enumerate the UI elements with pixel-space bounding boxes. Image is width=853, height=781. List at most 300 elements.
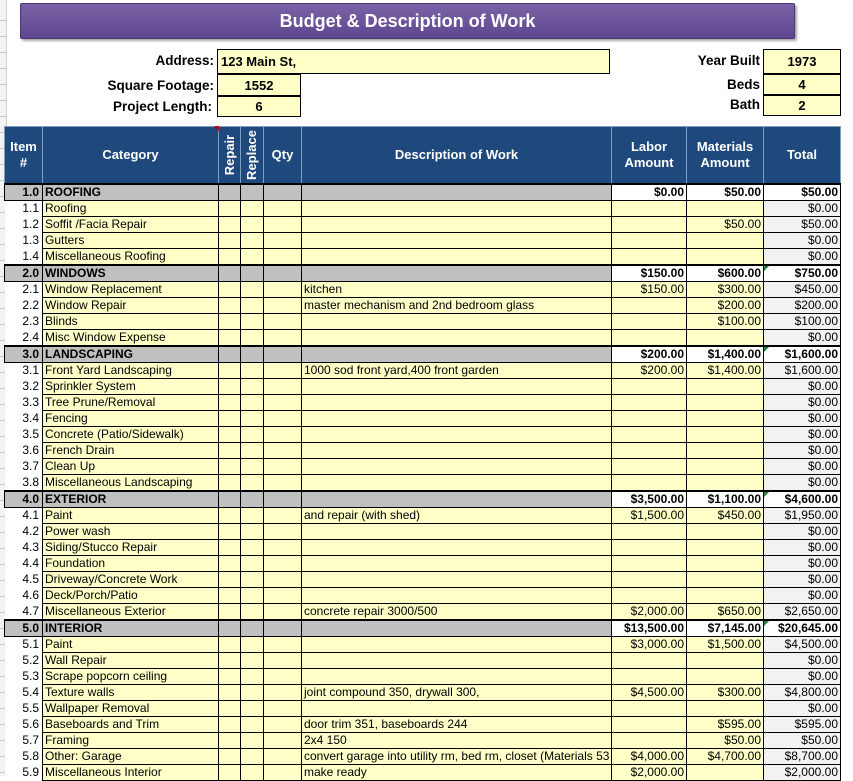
description-cell[interactable] — [302, 556, 612, 572]
labor-amount-cell[interactable]: $200.00 — [612, 346, 687, 363]
replace-cell[interactable] — [241, 637, 264, 653]
repair-cell[interactable] — [219, 443, 241, 459]
replace-cell[interactable] — [241, 733, 264, 749]
repair-cell[interactable] — [219, 491, 241, 508]
qty-cell[interactable] — [264, 765, 302, 781]
description-cell[interactable] — [302, 459, 612, 475]
category-cell[interactable]: LANDSCAPING — [43, 346, 219, 363]
description-cell[interactable]: concrete repair 3000/500 — [302, 604, 612, 621]
repair-cell[interactable] — [219, 637, 241, 653]
item-number-cell: 5.2 — [5, 653, 43, 669]
total-cell: $0.00 — [764, 475, 841, 492]
table-row — [5, 572, 841, 588]
qty-cell[interactable] — [264, 508, 302, 524]
description-cell[interactable] — [302, 411, 612, 427]
materials-amount-cell[interactable]: $1,500.00 — [687, 637, 764, 653]
header-qty: Qty — [264, 127, 302, 185]
repair-cell[interactable] — [219, 685, 241, 701]
category-cell[interactable]: Power wash — [43, 524, 219, 540]
description-cell[interactable] — [302, 620, 612, 637]
replace-cell[interactable] — [241, 604, 264, 621]
qty-cell[interactable] — [264, 540, 302, 556]
description-cell[interactable] — [302, 701, 612, 717]
qty-cell[interactable] — [264, 427, 302, 443]
labor-amount-cell[interactable] — [612, 443, 687, 459]
total-cell: $20,645.00 — [764, 620, 841, 637]
beds-field[interactable]: 4 — [763, 74, 841, 95]
repair-cell[interactable] — [219, 233, 241, 249]
repair-cell[interactable] — [219, 733, 241, 749]
qty-cell[interactable] — [264, 475, 302, 492]
category-cell[interactable]: Window Replacement — [43, 282, 219, 298]
repair-cell[interactable] — [219, 346, 241, 363]
category-cell[interactable]: Sprinkler System — [43, 379, 219, 395]
materials-amount-cell[interactable] — [687, 653, 764, 669]
description-cell[interactable] — [302, 395, 612, 411]
labor-amount-cell[interactable] — [612, 717, 687, 733]
materials-amount-cell[interactable]: $100.00 — [687, 314, 764, 330]
repair-cell[interactable] — [219, 508, 241, 524]
materials-amount-cell[interactable]: $50.00 — [687, 733, 764, 749]
materials-amount-cell[interactable] — [687, 395, 764, 411]
materials-amount-cell[interactable]: $595.00 — [687, 717, 764, 733]
repair-cell[interactable] — [219, 379, 241, 395]
labor-amount-cell[interactable] — [612, 314, 687, 330]
replace-cell[interactable] — [241, 588, 264, 604]
replace-cell[interactable] — [241, 491, 264, 508]
description-cell[interactable] — [302, 346, 612, 363]
replace-cell[interactable] — [241, 524, 264, 540]
replace-cell[interactable] — [241, 427, 264, 443]
item-number-cell: 3.2 — [5, 379, 43, 395]
item-number-cell: 2.2 — [5, 298, 43, 314]
category-cell[interactable]: Miscellaneous Interior — [43, 765, 219, 781]
description-cell[interactable]: convert garage into utility rm, bed rm, closet (Materials 53 — [302, 749, 612, 765]
header-total: Total — [764, 127, 841, 185]
repair-cell[interactable] — [219, 765, 241, 781]
category-cell[interactable]: Concrete (Patio/Sidewalk) — [43, 427, 219, 443]
total-cell: $1,950.00 — [764, 508, 841, 524]
replace-cell[interactable] — [241, 685, 264, 701]
replace-cell[interactable] — [241, 379, 264, 395]
category-cell[interactable]: WINDOWS — [43, 265, 219, 282]
description-cell[interactable] — [302, 669, 612, 685]
repair-cell[interactable] — [219, 363, 241, 379]
description-cell[interactable] — [302, 475, 612, 492]
category-cell[interactable]: Wall Repair — [43, 653, 219, 669]
qty-cell[interactable] — [264, 443, 302, 459]
replace-cell[interactable] — [241, 459, 264, 475]
qty-cell[interactable] — [264, 653, 302, 669]
repair-cell[interactable] — [219, 459, 241, 475]
materials-amount-cell[interactable] — [687, 572, 764, 588]
repair-cell[interactable] — [219, 620, 241, 637]
labor-amount-cell[interactable] — [612, 459, 687, 475]
item-number-cell: 5.8 — [5, 749, 43, 765]
qty-cell[interactable] — [264, 298, 302, 314]
table-row — [5, 717, 841, 733]
repair-cell[interactable] — [219, 701, 241, 717]
category-cell[interactable]: Front Yard Landscaping — [43, 363, 219, 379]
repair-cell[interactable] — [219, 427, 241, 443]
labor-amount-cell[interactable] — [612, 217, 687, 233]
qty-cell[interactable] — [264, 637, 302, 653]
qty-cell[interactable] — [264, 588, 302, 604]
materials-amount-cell[interactable]: $7,145.00 — [687, 620, 764, 637]
replace-cell[interactable] — [241, 363, 264, 379]
qty-cell[interactable] — [264, 379, 302, 395]
qty-cell[interactable] — [264, 749, 302, 765]
description-cell[interactable]: door trim 351, baseboards 244 — [302, 717, 612, 733]
category-cell[interactable]: Paint — [43, 508, 219, 524]
description-cell[interactable]: kitchen — [302, 282, 612, 298]
labor-amount-cell[interactable] — [612, 201, 687, 217]
category-cell[interactable]: Miscellaneous Landscaping — [43, 475, 219, 492]
materials-amount-cell[interactable]: $1,100.00 — [687, 491, 764, 508]
replace-cell[interactable] — [241, 298, 264, 314]
category-cell[interactable]: Baseboards and Trim — [43, 717, 219, 733]
description-cell[interactable] — [302, 201, 612, 217]
repair-cell[interactable] — [219, 588, 241, 604]
category-cell[interactable]: Other: Garage — [43, 749, 219, 765]
description-cell[interactable]: 1000 sod front yard,400 front garden — [302, 363, 612, 379]
labor-amount-cell[interactable]: $4,000.00 — [612, 749, 687, 765]
qty-cell[interactable] — [264, 524, 302, 540]
item-number-cell: 1.1 — [5, 201, 43, 217]
category-cell[interactable]: Soffit /Facia Repair — [43, 217, 219, 233]
materials-amount-cell[interactable]: $1,400.00 — [687, 346, 764, 363]
replace-cell[interactable] — [241, 765, 264, 781]
materials-amount-cell[interactable] — [687, 233, 764, 249]
qty-cell[interactable] — [264, 395, 302, 411]
labor-amount-cell[interactable] — [612, 249, 687, 266]
square-footage-field[interactable]: 1552 — [217, 74, 301, 96]
formula-indicator — [764, 266, 769, 271]
category-cell[interactable]: ROOFING — [43, 184, 219, 201]
replace-cell[interactable] — [241, 330, 264, 347]
replace-cell[interactable] — [241, 653, 264, 669]
repair-cell[interactable] — [219, 298, 241, 314]
item-number-cell: 5.4 — [5, 685, 43, 701]
repair-cell[interactable] — [219, 717, 241, 733]
year-built-field[interactable]: 1973 — [763, 49, 841, 74]
replace-cell[interactable] — [241, 572, 264, 588]
replace-cell[interactable] — [241, 669, 264, 685]
item-number-cell: 4.0 — [5, 491, 43, 508]
repair-cell[interactable] — [219, 411, 241, 427]
qty-cell[interactable] — [264, 363, 302, 379]
replace-cell[interactable] — [241, 314, 264, 330]
repair-cell[interactable] — [219, 314, 241, 330]
section-row — [5, 491, 841, 508]
repair-cell[interactable] — [219, 249, 241, 266]
replace-cell[interactable] — [241, 556, 264, 572]
qty-cell[interactable] — [264, 265, 302, 282]
qty-cell[interactable] — [264, 620, 302, 637]
replace-cell[interactable] — [241, 540, 264, 556]
qty-cell[interactable] — [264, 201, 302, 217]
repair-cell[interactable] — [219, 265, 241, 282]
qty-cell[interactable] — [264, 572, 302, 588]
qty-cell[interactable] — [264, 669, 302, 685]
materials-amount-cell[interactable] — [687, 540, 764, 556]
table-row — [5, 701, 841, 717]
category-cell[interactable]: French Drain — [43, 443, 219, 459]
labor-amount-cell[interactable] — [612, 379, 687, 395]
labor-amount-cell[interactable] — [612, 669, 687, 685]
labor-amount-cell[interactable] — [612, 395, 687, 411]
description-cell[interactable] — [302, 588, 612, 604]
header-item-number: Item # — [5, 127, 43, 185]
labor-amount-cell[interactable] — [612, 588, 687, 604]
category-cell[interactable]: Scrape popcorn ceiling — [43, 669, 219, 685]
labor-amount-cell[interactable] — [612, 556, 687, 572]
qty-cell[interactable] — [264, 330, 302, 347]
qty-cell[interactable] — [264, 217, 302, 233]
section-row — [5, 184, 841, 201]
qty-cell[interactable] — [264, 717, 302, 733]
gutter-tick — [0, 20, 6, 21]
category-cell[interactable]: Miscellaneous Roofing — [43, 249, 219, 266]
category-cell[interactable]: Clean Up — [43, 459, 219, 475]
materials-amount-cell[interactable] — [687, 588, 764, 604]
materials-amount-cell[interactable] — [687, 427, 764, 443]
materials-amount-cell[interactable]: $600.00 — [687, 265, 764, 282]
materials-amount-cell[interactable] — [687, 475, 764, 492]
replace-cell[interactable] — [241, 282, 264, 298]
category-cell[interactable]: Blinds — [43, 314, 219, 330]
labor-amount-cell[interactable]: $3,000.00 — [612, 637, 687, 653]
qty-cell[interactable] — [264, 604, 302, 621]
labor-amount-cell[interactable] — [612, 733, 687, 749]
repair-cell[interactable] — [219, 540, 241, 556]
qty-cell[interactable] — [264, 411, 302, 427]
repair-cell[interactable] — [219, 604, 241, 621]
qty-cell[interactable] — [264, 733, 302, 749]
category-cell[interactable]: Driveway/Concrete Work — [43, 572, 219, 588]
replace-cell[interactable] — [241, 249, 264, 266]
qty-cell[interactable] — [264, 346, 302, 363]
description-cell[interactable] — [302, 491, 612, 508]
materials-amount-cell[interactable]: $650.00 — [687, 604, 764, 621]
total-cell: $0.00 — [764, 379, 841, 395]
materials-amount-cell[interactable] — [687, 330, 764, 347]
labor-amount-cell[interactable] — [612, 298, 687, 314]
project-length-field[interactable]: 6 — [217, 96, 301, 117]
category-cell[interactable]: Gutters — [43, 233, 219, 249]
materials-amount-cell[interactable] — [687, 379, 764, 395]
repair-cell[interactable] — [219, 330, 241, 347]
item-number-cell: 2.3 — [5, 314, 43, 330]
materials-amount-cell[interactable] — [687, 765, 764, 781]
qty-cell[interactable] — [264, 685, 302, 701]
repair-cell[interactable] — [219, 475, 241, 492]
category-cell[interactable]: Window Repair — [43, 298, 219, 314]
labor-amount-cell[interactable] — [612, 475, 687, 492]
labor-amount-cell[interactable]: $2,000.00 — [612, 604, 687, 621]
qty-cell[interactable] — [264, 233, 302, 249]
replace-cell[interactable] — [241, 443, 264, 459]
labor-amount-cell[interactable]: $200.00 — [612, 363, 687, 379]
repair-cell[interactable] — [219, 524, 241, 540]
category-cell[interactable]: Miscellaneous Exterior — [43, 604, 219, 621]
repair-cell[interactable] — [219, 217, 241, 233]
description-cell[interactable] — [302, 184, 612, 201]
replace-cell[interactable] — [241, 217, 264, 233]
replace-cell[interactable] — [241, 717, 264, 733]
category-cell[interactable]: Wallpaper Removal — [43, 701, 219, 717]
replace-cell[interactable] — [241, 701, 264, 717]
materials-amount-cell[interactable] — [687, 201, 764, 217]
description-cell[interactable]: make ready — [302, 765, 612, 781]
qty-cell[interactable] — [264, 184, 302, 201]
labor-amount-cell[interactable] — [612, 524, 687, 540]
description-cell[interactable]: and repair (with shed) — [302, 508, 612, 524]
category-cell[interactable]: Framing — [43, 733, 219, 749]
repair-cell[interactable] — [219, 653, 241, 669]
qty-cell[interactable] — [264, 556, 302, 572]
repair-cell[interactable] — [219, 669, 241, 685]
item-number-cell: 1.3 — [5, 233, 43, 249]
labor-amount-cell[interactable]: $1,500.00 — [612, 508, 687, 524]
category-cell[interactable]: Tree Prune/Removal — [43, 395, 219, 411]
replace-cell[interactable] — [241, 233, 264, 249]
repair-cell[interactable] — [219, 282, 241, 298]
repair-cell[interactable] — [219, 572, 241, 588]
materials-amount-cell[interactable] — [687, 249, 764, 266]
materials-amount-cell[interactable]: $200.00 — [687, 298, 764, 314]
header-replace — [241, 127, 264, 185]
category-cell[interactable]: Paint — [43, 637, 219, 653]
qty-cell[interactable] — [264, 459, 302, 475]
materials-amount-cell[interactable] — [687, 459, 764, 475]
replace-cell[interactable] — [241, 411, 264, 427]
address-field[interactable]: 123 Main St, — [217, 49, 610, 74]
labor-amount-cell[interactable]: $0.00 — [612, 184, 687, 201]
qty-cell[interactable] — [264, 491, 302, 508]
total-cell: $0.00 — [764, 443, 841, 459]
materials-amount-cell[interactable]: $4,700.00 — [687, 749, 764, 765]
description-cell[interactable] — [302, 653, 612, 669]
category-cell[interactable]: EXTERIOR — [43, 491, 219, 508]
labor-amount-cell[interactable] — [612, 427, 687, 443]
materials-amount-cell[interactable]: $300.00 — [687, 282, 764, 298]
category-cell[interactable]: Foundation — [43, 556, 219, 572]
description-cell[interactable] — [302, 540, 612, 556]
description-cell[interactable] — [302, 443, 612, 459]
table-row — [5, 411, 841, 427]
category-cell[interactable]: INTERIOR — [43, 620, 219, 637]
labor-amount-cell[interactable] — [612, 233, 687, 249]
labor-amount-cell[interactable]: $150.00 — [612, 265, 687, 282]
category-cell[interactable]: Fencing — [43, 411, 219, 427]
labor-amount-cell[interactable]: $3,500.00 — [612, 491, 687, 508]
materials-amount-cell[interactable]: $1,400.00 — [687, 363, 764, 379]
materials-amount-cell[interactable]: $50.00 — [687, 184, 764, 201]
category-cell[interactable]: Deck/Porch/Patio — [43, 588, 219, 604]
description-cell[interactable] — [302, 233, 612, 249]
gutter-tick — [0, 84, 6, 85]
description-cell[interactable] — [302, 330, 612, 347]
replace-cell[interactable] — [241, 508, 264, 524]
labor-amount-cell[interactable] — [612, 540, 687, 556]
replace-cell[interactable] — [241, 395, 264, 411]
repair-cell[interactable] — [219, 556, 241, 572]
labor-amount-cell[interactable] — [612, 653, 687, 669]
bath-field[interactable]: 2 — [763, 95, 841, 116]
description-cell[interactable]: joint compound 350, drywall 300, — [302, 685, 612, 701]
total-cell: $8,700.00 — [764, 749, 841, 765]
materials-amount-cell[interactable]: $50.00 — [687, 217, 764, 233]
repair-cell[interactable] — [219, 749, 241, 765]
description-cell[interactable] — [302, 249, 612, 266]
total-cell: $0.00 — [764, 653, 841, 669]
repair-cell[interactable] — [219, 184, 241, 201]
description-cell[interactable] — [302, 217, 612, 233]
replace-cell[interactable] — [241, 749, 264, 765]
materials-amount-cell[interactable]: $300.00 — [687, 685, 764, 701]
labor-amount-cell[interactable] — [612, 701, 687, 717]
labor-amount-cell[interactable]: $150.00 — [612, 282, 687, 298]
labor-amount-cell[interactable] — [612, 330, 687, 347]
category-cell[interactable]: Texture walls — [43, 685, 219, 701]
replace-cell[interactable] — [241, 201, 264, 217]
category-cell[interactable]: Roofing — [43, 201, 219, 217]
description-cell[interactable] — [302, 572, 612, 588]
qty-cell[interactable] — [264, 314, 302, 330]
repair-cell[interactable] — [219, 201, 241, 217]
description-cell[interactable] — [302, 524, 612, 540]
materials-amount-cell[interactable]: $450.00 — [687, 508, 764, 524]
category-cell[interactable]: Siding/Stucco Repair — [43, 540, 219, 556]
labor-amount-cell[interactable] — [612, 411, 687, 427]
materials-amount-cell[interactable] — [687, 556, 764, 572]
materials-amount-cell[interactable] — [687, 669, 764, 685]
replace-cell[interactable] — [241, 475, 264, 492]
qty-cell[interactable] — [264, 701, 302, 717]
description-cell[interactable] — [302, 427, 612, 443]
materials-amount-cell[interactable] — [687, 524, 764, 540]
replace-cell[interactable] — [241, 620, 264, 637]
category-cell[interactable]: Misc Window Expense — [43, 330, 219, 347]
replace-cell[interactable] — [241, 265, 264, 282]
labor-amount-cell[interactable]: $4,500.00 — [612, 685, 687, 701]
table-row — [5, 363, 841, 379]
replace-cell[interactable] — [241, 346, 264, 363]
repair-cell[interactable] — [219, 395, 241, 411]
materials-amount-cell[interactable] — [687, 411, 764, 427]
description-cell[interactable] — [302, 314, 612, 330]
total-cell: $0.00 — [764, 427, 841, 443]
table-row — [5, 217, 841, 233]
table-row — [5, 733, 841, 749]
materials-amount-cell[interactable] — [687, 443, 764, 459]
labor-amount-cell[interactable] — [612, 572, 687, 588]
total-cell: $0.00 — [764, 233, 841, 249]
description-cell[interactable]: master mechanism and 2nd bedroom glass — [302, 298, 612, 314]
labor-amount-cell[interactable]: $13,500.00 — [612, 620, 687, 637]
description-cell[interactable] — [302, 265, 612, 282]
replace-cell[interactable] — [241, 184, 264, 201]
section-row — [5, 265, 841, 282]
description-cell[interactable]: 2x4 150 — [302, 733, 612, 749]
qty-cell[interactable] — [264, 249, 302, 266]
description-cell[interactable] — [302, 637, 612, 653]
description-cell[interactable] — [302, 379, 612, 395]
materials-amount-cell[interactable] — [687, 701, 764, 717]
labor-amount-cell[interactable]: $2,000.00 — [612, 765, 687, 781]
qty-cell[interactable] — [264, 282, 302, 298]
